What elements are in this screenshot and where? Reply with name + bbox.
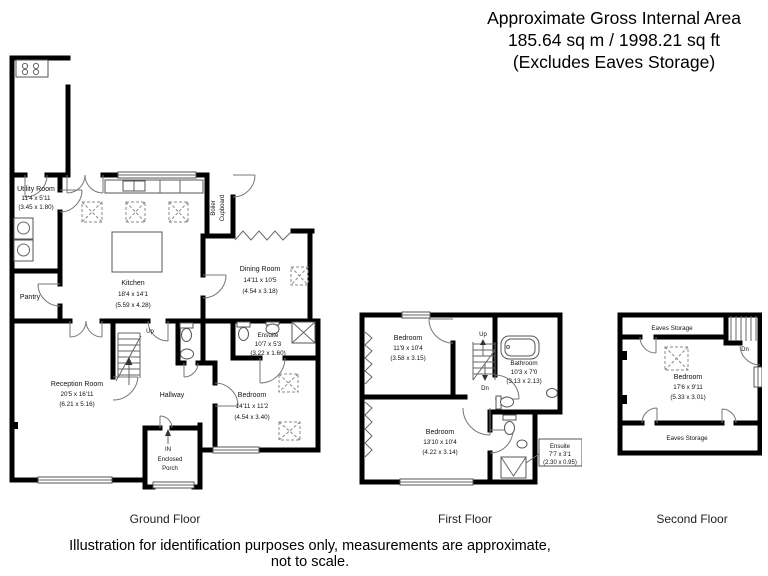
svg-text:Boiler: Boiler xyxy=(211,200,217,216)
room-label-dining xyxy=(240,266,281,295)
ground-floor-caption: Ground Floor xyxy=(129,512,201,526)
stairs-icon xyxy=(473,339,495,381)
room-label-eaves-top: Eaves Storage xyxy=(651,325,693,332)
svg-text:Bedroom: Bedroom xyxy=(673,374,703,381)
second-floor-caption: Second Floor xyxy=(656,512,728,526)
room-label-reception xyxy=(51,381,103,408)
svg-text:(4.54 x 3.18): (4.54 x 3.18) xyxy=(242,288,278,295)
svg-text:Utility Room: Utility Room xyxy=(17,186,55,193)
gross-internal-area-heading xyxy=(466,8,762,74)
svg-text:11'9 x 10'4: 11'9 x 10'4 xyxy=(393,345,423,352)
svg-text:13'10 x 10'4: 13'10 x 10'4 xyxy=(423,439,457,446)
svg-text:(4.22 x 3.14): (4.22 x 3.14) xyxy=(422,449,458,456)
svg-text:Porch: Porch xyxy=(162,466,178,472)
room-label-pantry: Pantry xyxy=(19,294,41,301)
svg-text:(3.13 x 2.13): (3.13 x 2.13) xyxy=(506,378,542,385)
kitchen-island xyxy=(112,232,162,272)
svg-text:(6.21 x 5.16): (6.21 x 5.16) xyxy=(59,401,95,408)
basin-icon xyxy=(517,440,527,448)
basin-icon xyxy=(547,389,558,398)
bath-icon xyxy=(501,336,539,359)
second-floor-plan xyxy=(612,303,762,463)
room-label-porch xyxy=(158,447,183,472)
wall-notch xyxy=(10,422,18,429)
svg-text:11'4 x 5'11: 11'4 x 5'11 xyxy=(21,195,51,202)
first-floor-plan xyxy=(352,298,582,493)
svg-text:18'4 x 14'1: 18'4 x 14'1 xyxy=(117,291,149,298)
room-label-bedroom2 xyxy=(422,429,457,456)
room-label-utility xyxy=(17,186,55,211)
counter xyxy=(105,180,203,193)
skylight-icon xyxy=(665,347,688,370)
toilet-icon xyxy=(180,323,193,342)
basin-icon xyxy=(181,349,194,359)
svg-text:(4.54 x 3.40): (4.54 x 3.40) xyxy=(234,414,270,421)
svg-text:Ensuite: Ensuite xyxy=(257,332,279,339)
stairs-up-label: Up xyxy=(146,329,154,335)
svg-text:20'5 x 16'11: 20'5 x 16'11 xyxy=(60,391,94,398)
washer-icon xyxy=(14,218,33,239)
zigzag-line xyxy=(235,231,291,240)
svg-text:(5.33 x 3.01): (5.33 x 3.01) xyxy=(670,394,706,401)
svg-text:Bathroom: Bathroom xyxy=(510,360,538,367)
room-label-bedroom xyxy=(670,374,705,401)
svg-text:(2.30 x 0.95): (2.30 x 0.95) xyxy=(543,460,577,466)
shower-icon xyxy=(292,322,315,343)
room-label-boiler-cupboard xyxy=(211,195,226,221)
svg-text:17'6 x 9'11: 17'6 x 9'11 xyxy=(673,384,703,391)
svg-text:IN: IN xyxy=(165,447,171,453)
svg-text:Kitchen: Kitchen xyxy=(121,280,145,287)
toilet-icon xyxy=(496,396,514,409)
stairs-dn-label: Dn xyxy=(741,347,749,353)
sink-icon xyxy=(123,181,145,191)
svg-text:(3.45 x 1.80): (3.45 x 1.80) xyxy=(18,204,54,211)
svg-text:14'11 x 10'5: 14'11 x 10'5 xyxy=(243,277,277,284)
dryer-icon xyxy=(14,240,33,261)
room-label-bathroom xyxy=(506,360,541,385)
entrance-arrow-icon xyxy=(165,429,171,444)
room-label-hallway: Hallway xyxy=(159,392,185,399)
room-label-ensuite xyxy=(250,332,285,357)
svg-text:Bedroom: Bedroom xyxy=(425,429,455,436)
toilet-icon xyxy=(503,415,516,435)
disclaimer-text: Illustration for identification purposes only, measurements are approximate, not to scale. xyxy=(69,538,551,570)
room-label-eaves-bottom: Eaves Storage xyxy=(666,435,708,442)
svg-text:Enclosed: Enclosed xyxy=(157,457,183,463)
svg-text:(3.58 x 3.15): (3.58 x 3.15) xyxy=(390,355,426,362)
stairs-up-label: Up xyxy=(479,332,487,338)
svg-text:Dining Room: Dining Room xyxy=(239,266,281,273)
room-label-bedroom1 xyxy=(390,335,425,362)
toilet-icon xyxy=(237,322,250,341)
stairs-dn-label: Dn xyxy=(481,386,489,392)
svg-text:Ensuite: Ensuite xyxy=(549,444,571,450)
heading-line2: 185.64 sq m / 1998.21 sq ft xyxy=(507,29,721,50)
svg-text:Bedroom: Bedroom xyxy=(237,392,267,399)
svg-text:10'3 x 7'0: 10'3 x 7'0 xyxy=(510,369,538,376)
stairs-icon xyxy=(731,316,756,341)
svg-text:Cupboard: Cupboard xyxy=(220,194,226,222)
room-label-bedroom xyxy=(234,392,269,421)
svg-text:(3.22 x 1.60): (3.22 x 1.60) xyxy=(250,350,286,357)
svg-text:Reception Room: Reception Room xyxy=(50,381,104,388)
heading-line3: (Excludes Eaves Storage) xyxy=(512,51,716,72)
hob-icon xyxy=(16,60,48,77)
svg-text:(5.59 x 4.28): (5.59 x 4.28) xyxy=(115,302,151,309)
first-floor-caption: First Floor xyxy=(438,512,492,526)
room-label-kitchen xyxy=(115,280,150,309)
svg-text:14'11 x 11'2: 14'11 x 11'2 xyxy=(235,403,269,410)
heading-line1: Approximate Gross Internal Area xyxy=(487,8,741,28)
svg-text:7'7 x 3'1: 7'7 x 3'1 xyxy=(549,452,571,458)
window xyxy=(754,367,762,387)
ground-floor-plan xyxy=(0,40,345,510)
svg-text:Bedroom: Bedroom xyxy=(393,335,423,342)
svg-text:10'7 x 5'3: 10'7 x 5'3 xyxy=(254,341,282,348)
shower-icon xyxy=(501,457,526,478)
